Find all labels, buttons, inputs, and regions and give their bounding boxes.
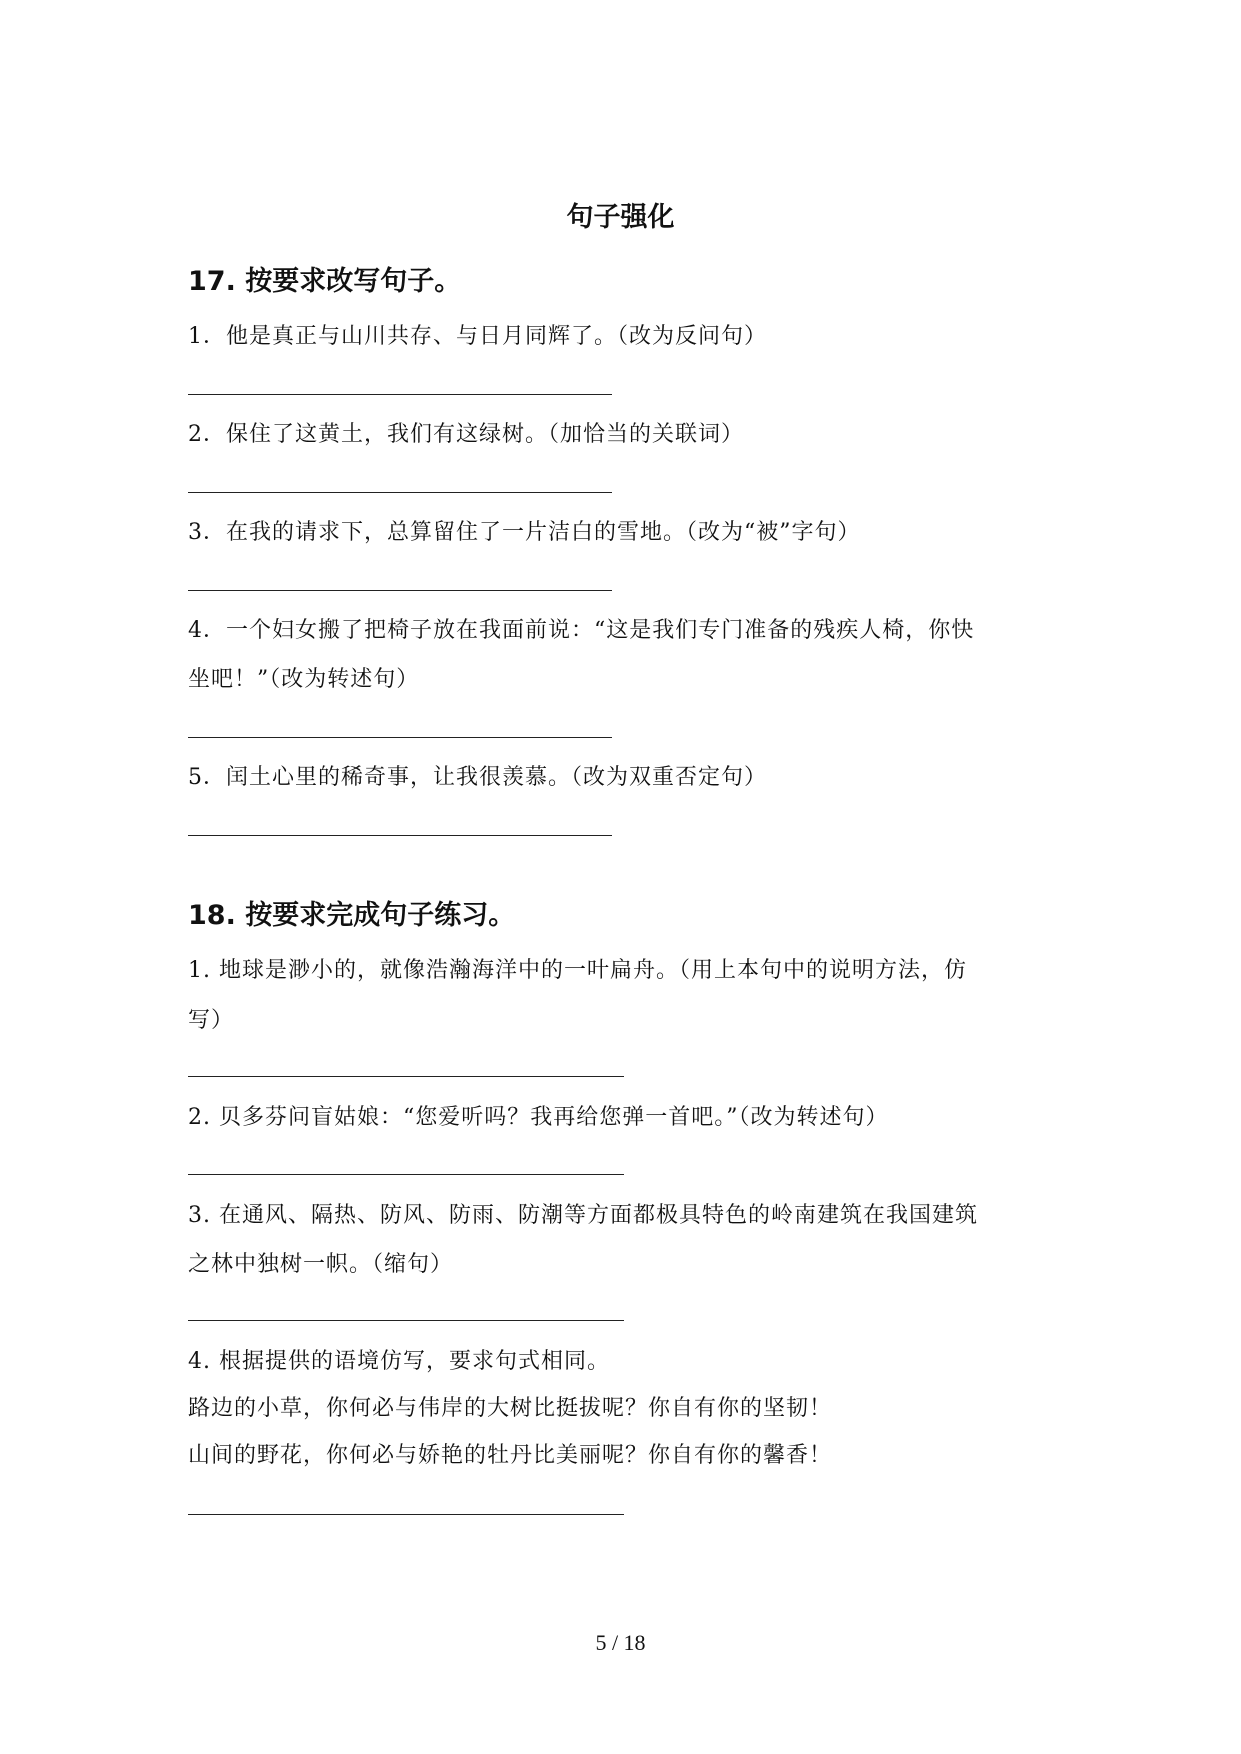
s18-answer-line-4[interactable] [188,1514,624,1515]
s18-answer-line-1[interactable] [188,1076,624,1077]
page-title: 句子强化 [566,202,675,233]
s17-answer-line-1[interactable] [188,394,612,395]
s17-question-4-line-1: 4．一个妇女搬了把椅子放在我面前说：“这是我们专门准备的残疾人椅，你快 [188,618,975,643]
s18-question-1-line-2: 写） [188,1008,235,1033]
section-18-heading: 18. 按要求完成句子练习。 [188,900,516,931]
s17-answer-line-2[interactable] [188,492,612,493]
s18-question-3-line-1: 3. 在通风、隔热、防风、防雨、防潮等方面都极具特色的岭南建筑在我国建筑 [188,1203,978,1228]
s18-question-4-line-3: 山间的野花，你何必与娇艳的牡丹比美丽呢？你自有你的馨香！ [188,1443,833,1468]
s17-question-3: 3．在我的请求下，总算留住了一片洁白的雪地。（改为“被”字句） [188,520,861,545]
s18-answer-line-3[interactable] [188,1320,624,1321]
section-17-heading: 17. 按要求改写句子。 [188,266,462,297]
s18-question-3-line-2: 之林中独树一帜。（缩句） [188,1252,454,1277]
s17-answer-line-4[interactable] [188,737,612,738]
s17-answer-line-5[interactable] [188,835,612,836]
s17-answer-line-3[interactable] [188,590,612,591]
s17-question-1: 1．他是真正与山川共存、与日月同辉了。（改为反问句） [188,324,767,349]
s17-question-5: 5．闰土心里的稀奇事，让我很羡慕。（改为双重否定句） [188,765,767,790]
s17-question-2: 2．保住了这黄土，我们有这绿树。（加恰当的关联词） [188,422,744,447]
s18-question-1-line-1: 1. 地球是渺小的，就像浩瀚海洋中的一叶扁舟。（用上本句中的说明方法，仿 [188,958,967,983]
s18-answer-line-2[interactable] [188,1174,624,1175]
s17-question-4-line-2: 坐吧！”（改为转述句） [188,667,420,692]
page-number: 5 / 18 [595,1630,646,1655]
s18-question-4-line-1: 4. 根据提供的语境仿写，要求句式相同。 [188,1349,610,1374]
s18-question-4-line-2: 路边的小草，你何必与伟岸的大树比挺拔呢？你自有你的坚韧！ [188,1396,833,1421]
s18-question-2: 2. 贝多芬问盲姑娘：“您爱听吗？我再给您弹一首吧。”（改为转述句） [188,1105,889,1130]
